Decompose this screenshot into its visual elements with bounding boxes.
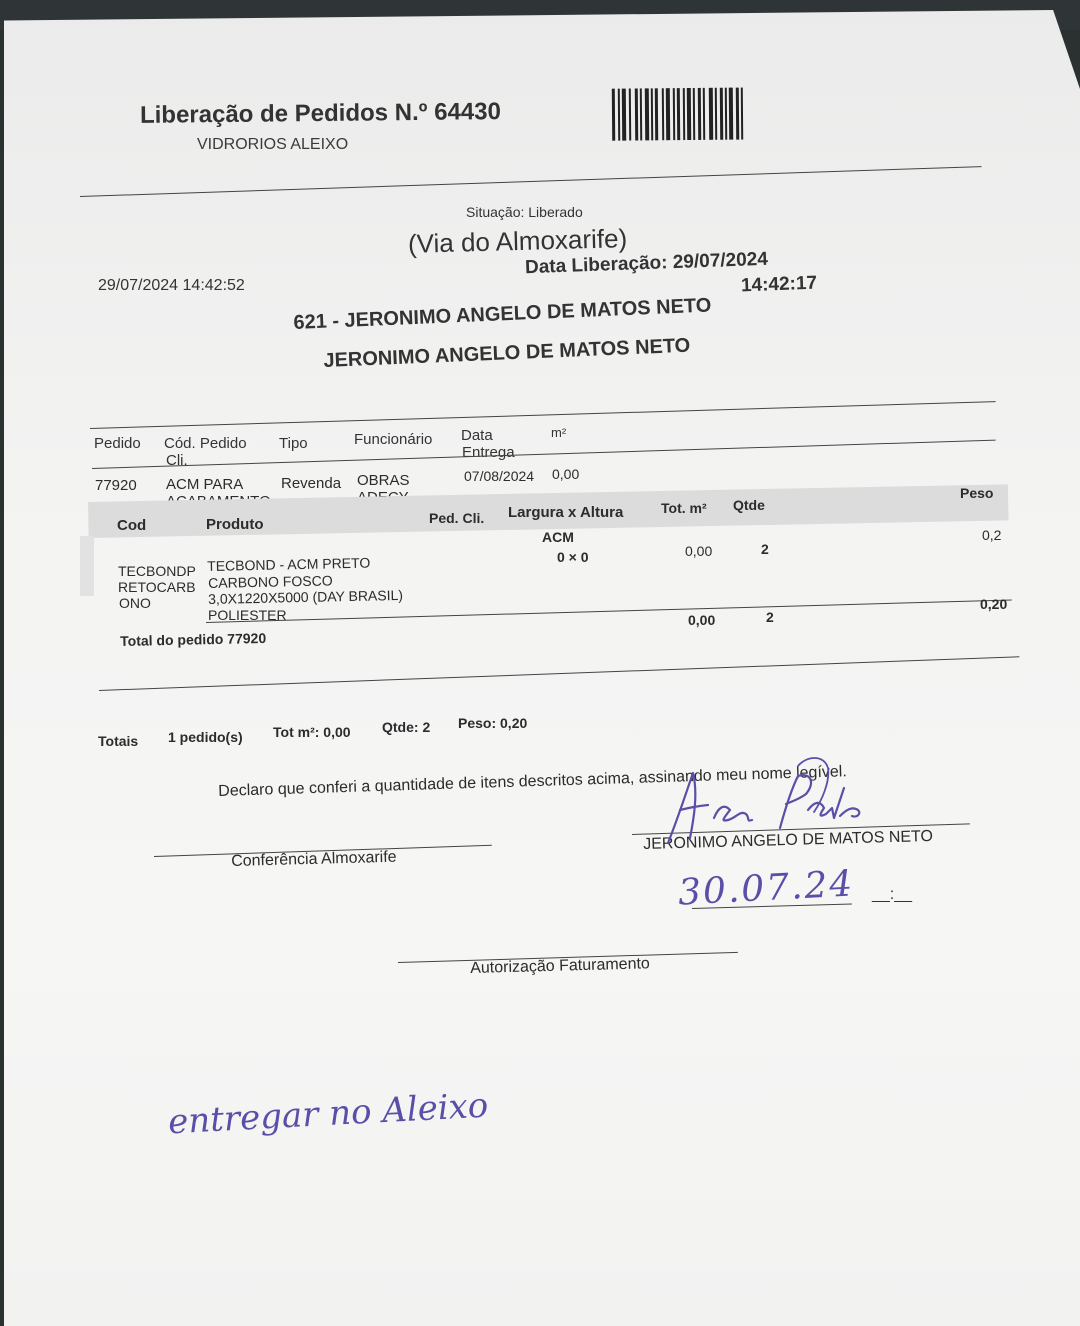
copy-type-label: (Via do Almoxarife) <box>407 223 628 259</box>
col-header-largura-altura: Largura x Altura <box>508 504 624 521</box>
item-qtde: 2 <box>761 541 769 557</box>
col-header-cod-pedido: Cód. Pedido <box>164 435 247 452</box>
item-dimensions: 0 × 0 <box>557 549 589 565</box>
release-date: Data Liberação: 29/07/2024 <box>524 248 769 279</box>
product-group: ACM <box>542 529 574 545</box>
handwritten-signature <box>628 748 888 860</box>
order-total-m2: 0,00 <box>688 612 716 628</box>
col-header-cod: Cod <box>117 517 147 534</box>
employee: OBRAS <box>357 472 410 489</box>
order-total-qtde: 2 <box>766 609 774 625</box>
item-product-line1: TECBOND - ACM PRETO <box>207 554 371 574</box>
hour-blank: __:__ <box>872 886 913 903</box>
order-total-label: Total do pedido 77920 <box>120 629 267 649</box>
col-header-pedido: Pedido <box>94 435 141 452</box>
col-header-qtde: Qtde <box>733 497 765 513</box>
item-product-line3: 3,0X1220X5000 (DAY BRASIL) <box>208 586 404 607</box>
totals-orders: 1 pedido(s) <box>168 729 243 745</box>
col-header-tipo: Tipo <box>279 435 308 452</box>
order-number: 77920 <box>95 477 137 494</box>
signature-label-almoxarife: Conferência Almoxarife <box>231 848 397 870</box>
handwritten-note: entregar no Aleixo <box>167 1085 490 1143</box>
order-total-peso: 0,20 <box>980 596 1008 612</box>
order-m2: 0,00 <box>552 466 580 482</box>
declaration-text: Declaro que conferi a quantidade de itens descritos acima, assinando meu nome legível. <box>218 763 848 800</box>
col-header-ped-cli: Ped. Cli. <box>429 510 485 526</box>
totals-m2: Tot m²: 0,00 <box>273 724 351 740</box>
col-header-entrega: Entrega <box>462 444 515 461</box>
totals-peso: Peso: 0,20 <box>458 715 528 731</box>
item-product-line4: POLIESTER <box>208 607 287 623</box>
cod-pedido-cli: ACM PARA <box>166 476 244 493</box>
row-shade <box>80 536 94 596</box>
status-label: Situação: Liberado <box>466 204 583 220</box>
barcode <box>612 87 770 140</box>
totals-qtde: Qtde: 2 <box>382 719 431 735</box>
release-time: 14:42:17 <box>740 272 818 297</box>
col-header-produto: Produto <box>206 516 264 533</box>
item-code-line1: TECBONDP <box>118 563 196 579</box>
company-name: VIDRORIOS ALEIXO <box>197 136 349 153</box>
item-product-line2: CARBONO FOSCO <box>208 572 333 591</box>
totals-label: Totais <box>98 733 139 749</box>
col-header-peso: Peso <box>960 485 994 501</box>
col-header-cod-pedido-2: Cli. <box>166 452 188 469</box>
document-title: Liberação de Pedidos N.º 64430 <box>139 98 502 129</box>
signature-label-faturamento: Autorização Faturamento <box>470 955 651 977</box>
item-code-line2: RETOCARB <box>118 579 196 595</box>
item-peso: 0,2 <box>982 527 1002 543</box>
col-header-m2: m² <box>551 425 567 440</box>
signature-label-client: JERONIMO ANGELO DE MATOS NETO <box>643 827 934 853</box>
client-name: JERONIMO ANGELO DE MATOS NETO <box>323 334 691 372</box>
handwritten-date: 30.07.24 <box>677 863 856 914</box>
item-code-line3: ONO <box>119 595 151 611</box>
print-datetime: 29/07/2024 14:42:52 <box>98 277 245 294</box>
col-header-tot-m2: Tot. m² <box>661 500 707 516</box>
client-code-name: 621 - JERONIMO ANGELO DE MATOS NETO <box>293 294 712 334</box>
order-type: Revenda <box>281 475 342 492</box>
col-header-funcionario: Funcionário <box>354 431 433 448</box>
item-tot-m2: 0,00 <box>685 543 713 559</box>
col-header-data: Data <box>461 427 493 444</box>
delivery-date: 07/08/2024 <box>464 468 535 484</box>
